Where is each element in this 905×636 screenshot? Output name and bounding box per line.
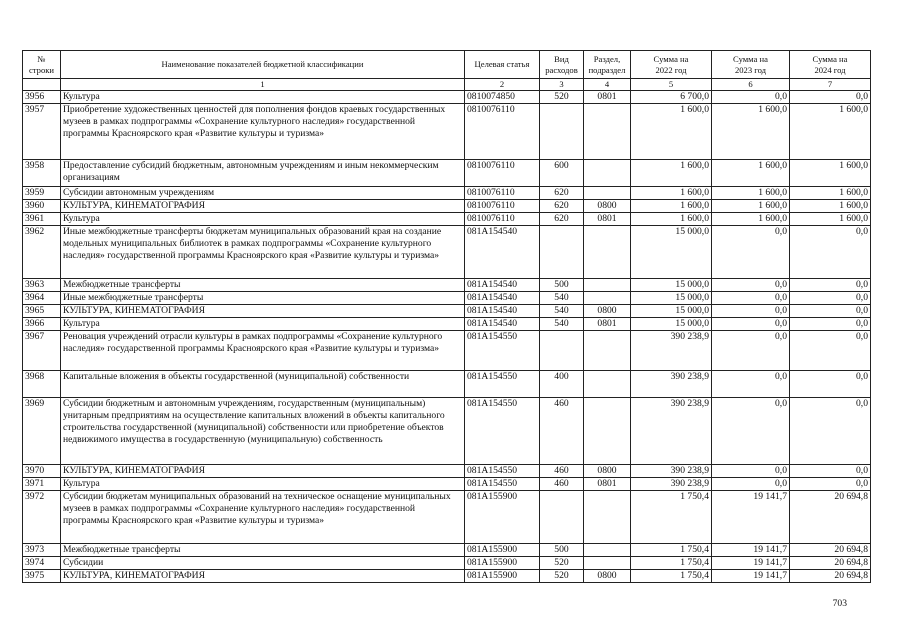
header-sum-2024: Сумма на 2024 год bbox=[790, 51, 871, 79]
column-number-row bbox=[23, 79, 871, 91]
target-article-cell: 081А154540 bbox=[465, 318, 540, 331]
row-number-cell: 3961 bbox=[23, 213, 61, 226]
table-row bbox=[23, 187, 871, 200]
sum-2022-cell: 1 600,0 bbox=[631, 200, 712, 213]
sum-2023-cell: 0,0 bbox=[712, 292, 790, 305]
header-row bbox=[23, 51, 871, 79]
indicator-name-cell: Культура bbox=[61, 91, 465, 104]
header-row-number: № строки bbox=[23, 51, 61, 79]
section-cell: 0801 bbox=[584, 478, 631, 491]
table-row bbox=[23, 544, 871, 557]
expense-type-cell: 400 bbox=[540, 371, 584, 398]
row-number-cell: 3969 bbox=[23, 398, 61, 465]
row-number-cell: 3956 bbox=[23, 91, 61, 104]
table-row bbox=[23, 465, 871, 478]
section-cell: 0801 bbox=[584, 318, 631, 331]
sum-2022-cell: 390 238,9 bbox=[631, 398, 712, 465]
table-row bbox=[23, 318, 871, 331]
target-article-cell: 0810076110 bbox=[465, 104, 540, 160]
row-number-cell: 3965 bbox=[23, 305, 61, 318]
column-number: 6 bbox=[712, 79, 790, 91]
expense-type-cell: 520 bbox=[540, 91, 584, 104]
table-body bbox=[23, 91, 871, 583]
target-article-cell: 081А154550 bbox=[465, 371, 540, 398]
target-article-cell: 081А154540 bbox=[465, 305, 540, 318]
indicator-name-cell: Межбюджетные трансферты bbox=[61, 279, 465, 292]
row-number-cell: 3966 bbox=[23, 318, 61, 331]
section-cell bbox=[584, 331, 631, 371]
expense-type-cell: 460 bbox=[540, 478, 584, 491]
sum-2022-cell: 1 750,4 bbox=[631, 544, 712, 557]
sum-2024-cell: 20 694,8 bbox=[790, 570, 871, 583]
row-number-cell: 3963 bbox=[23, 279, 61, 292]
indicator-name-cell: КУЛЬТУРА, КИНЕМАТОГРАФИЯ bbox=[61, 200, 465, 213]
indicator-name-cell: Культура bbox=[61, 318, 465, 331]
expense-type-cell bbox=[540, 226, 584, 279]
indicator-name-cell: Субсидии бюджетам муниципальных образований на техническое оснащение муниципальных музеев в рамках подпрограммы «Сохранение культурного наследия» государственной программы Красноярского края «Развитие культуры и туризма» bbox=[61, 491, 465, 544]
table-row bbox=[23, 491, 871, 544]
sum-2024-cell: 0,0 bbox=[790, 305, 871, 318]
sum-2023-cell: 0,0 bbox=[712, 279, 790, 292]
sum-2023-cell: 1 600,0 bbox=[712, 187, 790, 200]
indicator-name-cell: Субсидии бюджетным и автономным учреждениям, государственным (муниципальным) унитарным предприятиям на осуществление капитальных вложений в объекты капитального строительства государственной (муниципальной) собственности или приобретение объектов недвижимого имущества в государственную (муниципальную) собственность bbox=[61, 398, 465, 465]
sum-2023-cell: 0,0 bbox=[712, 331, 790, 371]
sum-2024-cell: 0,0 bbox=[790, 226, 871, 279]
section-cell bbox=[584, 544, 631, 557]
row-number-cell: 3959 bbox=[23, 187, 61, 200]
column-number: 1 bbox=[61, 79, 465, 91]
indicator-name-cell: Иные межбюджетные трансферты bbox=[61, 292, 465, 305]
column-number: 7 bbox=[790, 79, 871, 91]
sum-2022-cell: 15 000,0 bbox=[631, 292, 712, 305]
row-number-cell: 3975 bbox=[23, 570, 61, 583]
sum-2024-cell: 0,0 bbox=[790, 318, 871, 331]
expense-type-cell: 460 bbox=[540, 465, 584, 478]
sum-2022-cell: 1 600,0 bbox=[631, 160, 712, 187]
expense-type-cell: 460 bbox=[540, 398, 584, 465]
sum-2022-cell: 1 750,4 bbox=[631, 557, 712, 570]
header-target-article: Целевая статья bbox=[465, 51, 540, 79]
sum-2022-cell: 390 238,9 bbox=[631, 331, 712, 371]
sum-2022-cell: 1 600,0 bbox=[631, 213, 712, 226]
target-article-cell: 0810076110 bbox=[465, 213, 540, 226]
sum-2023-cell: 19 141,7 bbox=[712, 491, 790, 544]
target-article-cell: 081А154540 bbox=[465, 226, 540, 279]
table-row bbox=[23, 200, 871, 213]
header-expense-type: Вид расходов bbox=[540, 51, 584, 79]
sum-2023-cell: 1 600,0 bbox=[712, 104, 790, 160]
page-number: 703 bbox=[832, 598, 847, 609]
row-number-cell: 3958 bbox=[23, 160, 61, 187]
expense-type-cell: 520 bbox=[540, 570, 584, 583]
target-article-cell: 081А154550 bbox=[465, 398, 540, 465]
indicator-name-cell: Предоставление субсидий бюджетным, автономным учреждениям и иным некоммерческим организациям bbox=[61, 160, 465, 187]
header-sum-2022: Сумма на 2022 год bbox=[631, 51, 712, 79]
sum-2023-cell: 0,0 bbox=[712, 465, 790, 478]
indicator-name-cell: КУЛЬТУРА, КИНЕМАТОГРАФИЯ bbox=[61, 465, 465, 478]
indicator-name-cell: Субсидии автономным учреждениям bbox=[61, 187, 465, 200]
column-number: 2 bbox=[465, 79, 540, 91]
section-cell: 0800 bbox=[584, 465, 631, 478]
sum-2024-cell: 0,0 bbox=[790, 331, 871, 371]
expense-type-cell: 540 bbox=[540, 305, 584, 318]
sum-2024-cell: 1 600,0 bbox=[790, 200, 871, 213]
sum-2023-cell: 19 141,7 bbox=[712, 557, 790, 570]
table-row bbox=[23, 398, 871, 465]
sum-2023-cell: 0,0 bbox=[712, 226, 790, 279]
expense-type-cell: 620 bbox=[540, 200, 584, 213]
table-row bbox=[23, 226, 871, 279]
sum-2023-cell: 0,0 bbox=[712, 91, 790, 104]
target-article-cell: 081А154550 bbox=[465, 465, 540, 478]
sum-2024-cell: 0,0 bbox=[790, 279, 871, 292]
table-row bbox=[23, 331, 871, 371]
sum-2023-cell: 0,0 bbox=[712, 305, 790, 318]
target-article-cell: 0810074850 bbox=[465, 91, 540, 104]
sum-2023-cell: 1 600,0 bbox=[712, 213, 790, 226]
sum-2022-cell: 6 700,0 bbox=[631, 91, 712, 104]
sum-2023-cell: 0,0 bbox=[712, 478, 790, 491]
target-article-cell: 081А155900 bbox=[465, 544, 540, 557]
sum-2024-cell: 0,0 bbox=[790, 398, 871, 465]
table-row bbox=[23, 478, 871, 491]
header-indicator-name: Наименование показателей бюджетной классификации bbox=[61, 51, 465, 79]
section-cell: 0800 bbox=[584, 200, 631, 213]
sum-2022-cell: 15 000,0 bbox=[631, 279, 712, 292]
expense-type-cell: 520 bbox=[540, 557, 584, 570]
target-article-cell: 0810076110 bbox=[465, 187, 540, 200]
section-cell bbox=[584, 160, 631, 187]
sum-2022-cell: 390 238,9 bbox=[631, 371, 712, 398]
sum-2024-cell: 0,0 bbox=[790, 371, 871, 398]
target-article-cell: 0810076110 bbox=[465, 160, 540, 187]
section-cell: 0801 bbox=[584, 213, 631, 226]
section-cell bbox=[584, 371, 631, 398]
row-number-cell: 3974 bbox=[23, 557, 61, 570]
sum-2023-cell: 1 600,0 bbox=[712, 160, 790, 187]
expense-type-cell: 620 bbox=[540, 187, 584, 200]
target-article-cell: 0810076110 bbox=[465, 200, 540, 213]
target-article-cell: 081А155900 bbox=[465, 570, 540, 583]
section-cell: 0801 bbox=[584, 91, 631, 104]
sum-2023-cell: 19 141,7 bbox=[712, 570, 790, 583]
row-number-cell: 3960 bbox=[23, 200, 61, 213]
table-row bbox=[23, 292, 871, 305]
column-number: 4 bbox=[584, 79, 631, 91]
indicator-name-cell: Реновация учреждений отрасли культуры в рамках подпрограммы «Сохранение культурного наследия» государственной программы Красноярского края «Развитие культуры и туризма» bbox=[61, 331, 465, 371]
sum-2022-cell: 15 000,0 bbox=[631, 226, 712, 279]
sum-2023-cell: 0,0 bbox=[712, 371, 790, 398]
sum-2024-cell: 1 600,0 bbox=[790, 213, 871, 226]
indicator-name-cell: Приобретение художественных ценностей для пополнения фондов краевых государственных музеев в рамках подпрограммы «Сохранение культурного наследия» государственной программы Красноярского края «Развитие культуры и туризма» bbox=[61, 104, 465, 160]
row-number-cell: 3957 bbox=[23, 104, 61, 160]
target-article-cell: 081А155900 bbox=[465, 557, 540, 570]
sum-2022-cell: 1 750,4 bbox=[631, 570, 712, 583]
expense-type-cell: 600 bbox=[540, 160, 584, 187]
expense-type-cell: 500 bbox=[540, 279, 584, 292]
target-article-cell: 081А154550 bbox=[465, 478, 540, 491]
sum-2024-cell: 1 600,0 bbox=[790, 104, 871, 160]
row-number-cell: 3964 bbox=[23, 292, 61, 305]
expense-type-cell: 540 bbox=[540, 318, 584, 331]
expense-type-cell: 620 bbox=[540, 213, 584, 226]
expense-type-cell bbox=[540, 104, 584, 160]
row-number-cell: 3971 bbox=[23, 478, 61, 491]
row-number-cell: 3962 bbox=[23, 226, 61, 279]
sum-2024-cell: 0,0 bbox=[790, 91, 871, 104]
row-number-cell: 3967 bbox=[23, 331, 61, 371]
target-article-cell: 081А154540 bbox=[465, 279, 540, 292]
sum-2022-cell: 390 238,9 bbox=[631, 465, 712, 478]
sum-2024-cell: 1 600,0 bbox=[790, 187, 871, 200]
section-cell bbox=[584, 557, 631, 570]
table-row bbox=[23, 371, 871, 398]
header-section: Раздел, подраздел bbox=[584, 51, 631, 79]
sum-2022-cell: 1 750,4 bbox=[631, 491, 712, 544]
sum-2023-cell: 19 141,7 bbox=[712, 544, 790, 557]
expense-type-cell: 500 bbox=[540, 544, 584, 557]
sum-2024-cell: 0,0 bbox=[790, 465, 871, 478]
sum-2024-cell: 1 600,0 bbox=[790, 160, 871, 187]
sum-2024-cell: 0,0 bbox=[790, 478, 871, 491]
column-number bbox=[23, 79, 61, 91]
table-row bbox=[23, 160, 871, 187]
table-row bbox=[23, 305, 871, 318]
indicator-name-cell: Капитальные вложения в объекты государственной (муниципальной) собственности bbox=[61, 371, 465, 398]
table-row bbox=[23, 91, 871, 104]
sum-2022-cell: 15 000,0 bbox=[631, 318, 712, 331]
row-number-cell: 3968 bbox=[23, 371, 61, 398]
section-cell bbox=[584, 104, 631, 160]
section-cell bbox=[584, 187, 631, 200]
section-cell bbox=[584, 279, 631, 292]
indicator-name-cell: Субсидии bbox=[61, 557, 465, 570]
table-row bbox=[23, 570, 871, 583]
sum-2022-cell: 1 600,0 bbox=[631, 104, 712, 160]
sum-2024-cell: 20 694,8 bbox=[790, 557, 871, 570]
header-sum-2023: Сумма на 2023 год bbox=[712, 51, 790, 79]
budget-table bbox=[22, 50, 871, 583]
sum-2024-cell: 20 694,8 bbox=[790, 491, 871, 544]
expense-type-cell: 540 bbox=[540, 292, 584, 305]
section-cell: 0800 bbox=[584, 305, 631, 318]
sum-2023-cell: 0,0 bbox=[712, 398, 790, 465]
indicator-name-cell: Культура bbox=[61, 478, 465, 491]
row-number-cell: 3972 bbox=[23, 491, 61, 544]
section-cell: 0800 bbox=[584, 570, 631, 583]
row-number-cell: 3973 bbox=[23, 544, 61, 557]
indicator-name-cell: Иные межбюджетные трансферты бюджетам муниципальных образований края на создание модельных муниципальных библиотек в рамках подпрограммы «Сохранение культурного наследия» государственной программы Красноярского края «Развитие культуры и туризма» bbox=[61, 226, 465, 279]
section-cell bbox=[584, 226, 631, 279]
sum-2022-cell: 15 000,0 bbox=[631, 305, 712, 318]
sum-2023-cell: 1 600,0 bbox=[712, 200, 790, 213]
indicator-name-cell: Культура bbox=[61, 213, 465, 226]
sum-2023-cell: 0,0 bbox=[712, 318, 790, 331]
indicator-name-cell: КУЛЬТУРА, КИНЕМАТОГРАФИЯ bbox=[61, 570, 465, 583]
row-number-cell: 3970 bbox=[23, 465, 61, 478]
expense-type-cell bbox=[540, 491, 584, 544]
sum-2022-cell: 1 600,0 bbox=[631, 187, 712, 200]
section-cell bbox=[584, 292, 631, 305]
column-number: 3 bbox=[540, 79, 584, 91]
section-cell bbox=[584, 491, 631, 544]
indicator-name-cell: КУЛЬТУРА, КИНЕМАТОГРАФИЯ bbox=[61, 305, 465, 318]
table-row bbox=[23, 213, 871, 226]
column-number: 5 bbox=[631, 79, 712, 91]
indicator-name-cell: Межбюджетные трансферты bbox=[61, 544, 465, 557]
target-article-cell: 081А155900 bbox=[465, 491, 540, 544]
sum-2024-cell: 0,0 bbox=[790, 292, 871, 305]
expense-type-cell bbox=[540, 331, 584, 371]
table-row bbox=[23, 279, 871, 292]
target-article-cell: 081А154540 bbox=[465, 292, 540, 305]
sum-2022-cell: 390 238,9 bbox=[631, 478, 712, 491]
target-article-cell: 081А154550 bbox=[465, 331, 540, 371]
sum-2024-cell: 20 694,8 bbox=[790, 544, 871, 557]
section-cell bbox=[584, 398, 631, 465]
table-row bbox=[23, 104, 871, 160]
table-row bbox=[23, 557, 871, 570]
